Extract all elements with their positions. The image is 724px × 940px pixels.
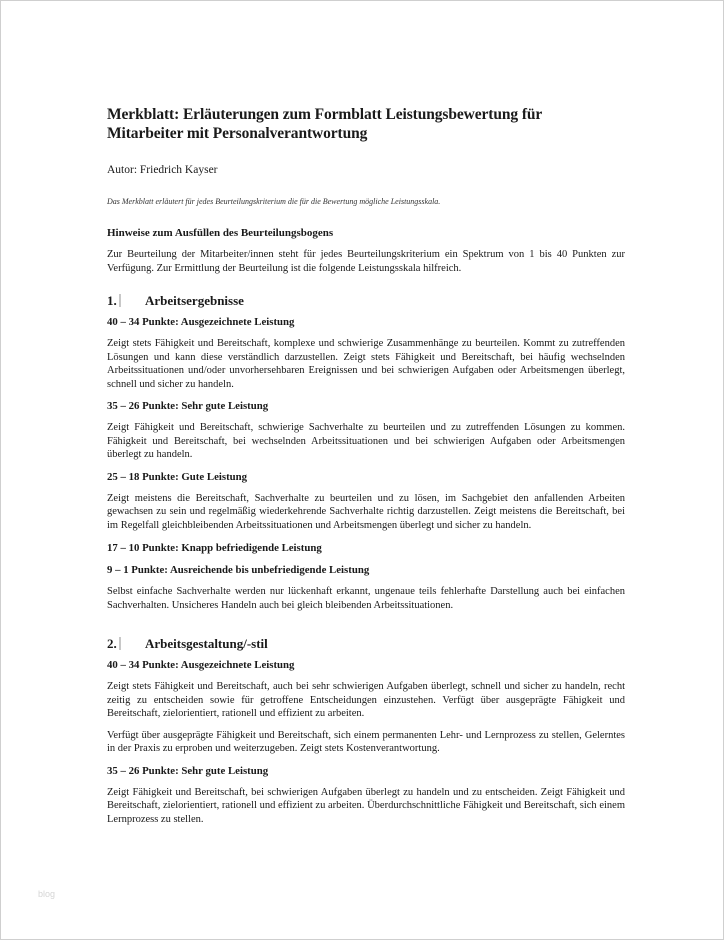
level-paragraph: Zeigt stets Fähigkeit und Bereitschaft, komplexe und schwierige Zusammenhänge zu beurteilen. Kommt zu zutreffenden Lösungen und kann diese verständlich darzustellen. Zeigt stets Fähigkeit und Bereitschaft, bei häufig wechselnden Arbeitssituationen und/oder unvorhersehbaren Ereignissen und bei schwierigen Aufgaben oder Arbeitsmengen überlegt, schnell und sicher zu handeln.	[107, 338, 625, 390]
section-title: Arbeitsergebnisse	[145, 293, 244, 308]
section-number: 2.	[107, 636, 145, 652]
document-title	[107, 105, 625, 143]
level-heading: 35 – 26 Punkte: Sehr gute Leistung	[107, 764, 269, 777]
level-paragraph: Verfügt über ausgeprägte Fähigkeit und Bereitschaft, sich einem permanenten Lehr- und Lernprozess zu stellen, Gelerntes in der Praxis zu erproben und weiterzugeben. Zeigt stets Kostenverantwortung.	[107, 729, 625, 754]
section-title: Arbeitsgestaltung/-stil	[145, 636, 268, 651]
hint-heading: Hinweise zum Ausfüllen des Beurteilungsbogens	[107, 227, 334, 239]
author-line: Autor: Friedrich Kayser	[107, 164, 218, 176]
level-heading: 40 – 34 Punkte: Ausgezeichnete Leistung	[107, 316, 295, 328]
level-heading: 9 – 1 Punkte: Ausreichende bis unbefriedigende Leistung	[107, 564, 370, 576]
level-heading: 17 – 10 Punkte: Knapp befriedigende Leistung	[107, 542, 322, 554]
watermark-text: blog	[38, 889, 56, 899]
level-paragraph: Selbst einfache Sachverhalte werden nur lückenhaft erkannt, ungenaue teils fehlerhafte Darstellung auch bei einfachen Sachverhalten. Unsicheres Handeln auch bei gleich bleibenden Arbeitssituationen.	[107, 586, 625, 611]
level-heading: 25 – 18 Punkte: Gute Leistung	[107, 470, 248, 483]
document-content	[107, 105, 625, 826]
section-number: 1.	[107, 293, 145, 309]
title-line-2: Mitarbeiter mit Personalverantwortung	[107, 125, 368, 142]
level-paragraph: Zeigt stets Fähigkeit und Bereitschaft, auch bei sehr schwierigen Aufgaben überlegt, schnell und sicher zu handeln, recht zeitig zu entscheiden sowie für getroffene Entscheidungen einzustehen. Verfügt über ausgeprägte Fähigkeit und Bereitschaft, zielorientiert, rationell und effizient zu arbeiten.	[107, 681, 625, 719]
level-paragraph: Zeigt Fähigkeit und Bereitschaft, bei schwierigen Aufgaben überlegt zu handeln und zu entscheiden. Zeigt Fähigkeit und Bereitschaft, zielorientiert, rationell und effizient zu arbeiten. Überdurchschnittliche Fähigkeit und Bereitschaft, sich einem Lernprozess zu stellen.	[107, 786, 625, 825]
level-heading: 40 – 34 Punkte: Ausgezeichnete Leistung	[107, 659, 295, 671]
hint-text: Zur Beurteilung der Mitarbeiter/innen steht für jedes Beurteilungskriterium ein Spektrum von 1 bis 40 Punkten zur Verfügung. Zur Ermittlung der Beurteilung ist die folgende Leistungsskala hilfreich.	[107, 249, 625, 274]
level-heading: 35 – 26 Punkte: Sehr gute Leistung	[107, 400, 269, 412]
level-paragraph: Zeigt meistens die Bereitschaft, Sachverhalte zu beurteilen und zu lösen, im Sachgebiet den anfallenden Arbeiten gewachsen zu sein und regelmäßig wiederkehrende Sachverhalte richtig darzustellen. Zeigt meistens die Bereitschaft, bei im Regelfall gleichbleibenden Arbeitssituationen und Arbeitsmengen überlegt und sicher zu handeln.	[107, 492, 625, 531]
title-line-1: Merkblatt: Erläuterungen zum Formblatt Leistungsbewertung für	[107, 106, 543, 123]
section-heading	[107, 293, 625, 309]
section-heading	[107, 636, 625, 652]
section-marker	[119, 294, 121, 307]
section-marker	[119, 637, 121, 650]
level-paragraph: Zeigt Fähigkeit und Bereitschaft, schwierige Sachverhalte zu beurteilen und zu zutreffenden Lösungen zu kommen. Fähigkeit und Bereitschaft, bei wechselnden Arbeitssituationen und bei schwierigen Aufgaben oder Arbeitsmengen überlegt zu handeln.	[107, 422, 625, 460]
intro-note: Das Merkblatt erläutert für jedes Beurteilungskriterium die für die Bewertung mögliche Leistungsskala.	[107, 197, 441, 206]
